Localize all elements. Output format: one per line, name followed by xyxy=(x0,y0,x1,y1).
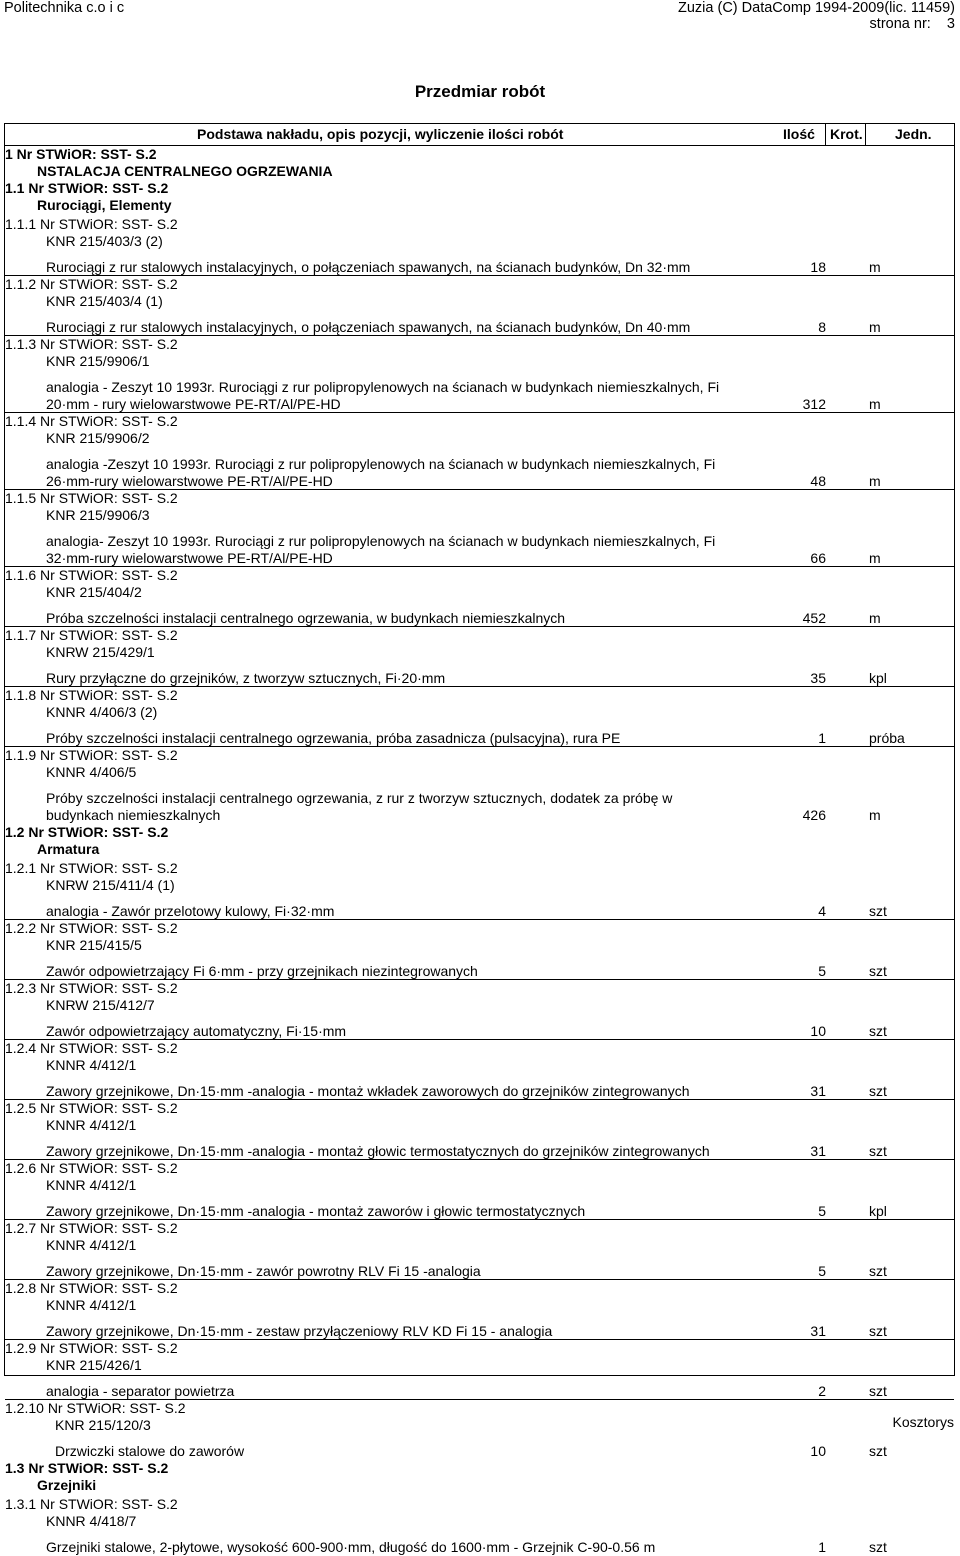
footer-label: Kosztorys xyxy=(892,1414,954,1430)
section-code-row xyxy=(5,824,954,841)
item-quantity: 48 xyxy=(810,473,826,489)
item-code: 1.1.5 Nr STWiOR: SST- S.2 xyxy=(5,490,178,506)
item-code: 1.2.1 Nr STWiOR: SST- S.2 xyxy=(5,860,178,876)
item-knr: KNRW 215/412/7 xyxy=(46,997,155,1013)
item-code-row xyxy=(5,490,954,507)
item-knr: KNR 215/404/2 xyxy=(46,584,142,600)
section-name: Grzejniki xyxy=(37,1477,97,1493)
column-unit: Jedn. xyxy=(895,126,932,142)
page-title: Przedmiar robót xyxy=(414,82,546,101)
item-quantity: 31 xyxy=(810,1143,826,1159)
item-unit: szt xyxy=(869,1539,887,1555)
page-number: 3 xyxy=(946,16,955,32)
table-header xyxy=(5,124,954,146)
item-knr-row xyxy=(5,1057,954,1074)
item-description-row xyxy=(5,259,954,276)
item-knr-row xyxy=(5,430,954,447)
item-code: 1.2.9 Nr STWiOR: SST- S.2 xyxy=(5,1340,178,1356)
item-quantity: 2 xyxy=(818,1383,826,1399)
column-divider xyxy=(825,124,826,145)
item-quantity: 5 xyxy=(818,1203,826,1219)
item-knr-row xyxy=(5,704,954,721)
item-knr: KNR 215/403/4 (1) xyxy=(46,293,163,309)
item-code-row xyxy=(5,1160,954,1177)
item-code: 1.1.3 Nr STWiOR: SST- S.2 xyxy=(5,336,178,352)
item-quantity: 66 xyxy=(810,550,826,566)
page-number-line xyxy=(678,16,955,32)
item-quantity: 31 xyxy=(810,1323,826,1339)
item-unit: m xyxy=(869,396,881,412)
item-description-row xyxy=(5,1143,954,1160)
item-code: 1.2.6 Nr STWiOR: SST- S.2 xyxy=(5,1160,178,1176)
item-knr: KNNR 4/412/1 xyxy=(46,1177,137,1193)
item-knr: KNNR 4/418/7 xyxy=(46,1513,137,1529)
item-unit: kpl xyxy=(869,1203,887,1219)
item-knr-row xyxy=(5,233,954,250)
item-description-row xyxy=(5,1263,954,1280)
item-knr: KNNR 4/412/1 xyxy=(46,1057,137,1073)
item-description: 32·mm-rury wielowarstwowe PE-RT/Al/PE-HD xyxy=(46,550,333,566)
item-code: 1.2.2 Nr STWiOR: SST- S.2 xyxy=(5,920,178,936)
item-code: 1.3.1 Nr STWiOR: SST- S.2 xyxy=(5,1496,178,1512)
item-knr: KNNR 4/412/1 xyxy=(46,1117,137,1133)
item-description-row xyxy=(5,730,954,747)
item-knr: KNR 215/403/3 (2) xyxy=(46,233,163,249)
section-code: 1.3 Nr STWiOR: SST- S.2 xyxy=(5,1460,169,1476)
item-code-row xyxy=(5,860,954,877)
item-description-row xyxy=(5,396,954,413)
item-unit: kpl xyxy=(869,670,887,686)
item-quantity: 35 xyxy=(810,670,826,686)
item-knr-row xyxy=(5,1417,954,1434)
item-unit: m xyxy=(869,807,881,823)
item-code: 1.1.7 Nr STWiOR: SST- S.2 xyxy=(5,627,178,643)
item-description: Zawór odpowietrzający Fi 6·mm - przy grzejnikach niezintegrowanych xyxy=(46,963,478,979)
item-description-row xyxy=(5,533,954,550)
item-description-row xyxy=(5,379,954,396)
item-knr: KNRW 215/411/4 (1) xyxy=(46,877,175,893)
column-description: Podstawa nakładu, opis pozycji, wyliczenie ilości robót xyxy=(197,126,564,142)
item-code: 1.2.5 Nr STWiOR: SST- S.2 xyxy=(5,1100,178,1116)
item-knr: KNR 215/426/1 xyxy=(46,1357,142,1373)
item-code-row xyxy=(5,1496,954,1513)
item-unit: m xyxy=(869,319,881,335)
item-code-row xyxy=(5,1340,954,1357)
section-code: 1 Nr STWiOR: SST- S.2 xyxy=(5,146,157,162)
item-description: Zawór odpowietrzający automatyczny, Fi·15·mm xyxy=(46,1023,347,1039)
item-knr: KNNR 4/412/1 xyxy=(46,1297,137,1313)
item-description: budynkach niemieszkalnych xyxy=(46,807,221,823)
item-code: 1.2.7 Nr STWiOR: SST- S.2 xyxy=(5,1220,178,1236)
item-unit: szt xyxy=(869,963,887,979)
item-knr-row xyxy=(5,1357,954,1374)
item-description-row xyxy=(5,1539,954,1556)
section-code: 1.2 Nr STWiOR: SST- S.2 xyxy=(5,824,169,840)
item-quantity: 5 xyxy=(818,1263,826,1279)
item-description: Próby szczelności instalacji centralnego ogrzewania, próba zasadnicza (pulsacyjna), rura PE xyxy=(46,730,621,746)
item-unit: szt xyxy=(869,1383,887,1399)
item-description: Drzwiczki stalowe do zaworów xyxy=(55,1443,245,1459)
section-name: NSTALACJA CENTRALNEGO OGRZEWANIA xyxy=(37,163,333,179)
item-quantity: 10 xyxy=(810,1443,826,1459)
item-knr-row xyxy=(5,1297,954,1314)
section-name: Armatura xyxy=(37,841,100,857)
item-code-row xyxy=(5,1220,954,1237)
item-quantity: 18 xyxy=(810,259,826,275)
item-code-row xyxy=(5,1040,954,1057)
item-code: 1.2.3 Nr STWiOR: SST- S.2 xyxy=(5,980,178,996)
item-knr: KNR 215/120/3 xyxy=(55,1417,151,1433)
item-description-row xyxy=(5,473,954,490)
item-quantity: 4 xyxy=(818,903,826,919)
section-code-row xyxy=(5,1460,954,1477)
column-quantity: Ilość xyxy=(783,126,815,142)
item-code: 1.1.6 Nr STWiOR: SST- S.2 xyxy=(5,567,178,583)
item-description: Zawory grzejnikowe, Dn·15·mm -analogia - montaż wkładek zaworowych do grzejników zintegrowanych xyxy=(46,1083,690,1099)
item-description-row xyxy=(5,670,954,687)
item-knr-row xyxy=(5,644,954,661)
item-code: 1.2.4 Nr STWiOR: SST- S.2 xyxy=(5,1040,178,1056)
item-description-row xyxy=(5,550,954,567)
item-code-row xyxy=(5,276,954,293)
item-knr-row xyxy=(5,764,954,781)
item-unit: szt xyxy=(869,1143,887,1159)
item-description: 26·mm-rury wielowarstwowe PE-RT/Al/PE-HD xyxy=(46,473,333,489)
item-description: analogia - separator powietrza xyxy=(46,1383,235,1399)
item-description: Próby szczelności instalacji centralnego ogrzewania, z rur z tworzyw sztucznych, dodatek za próbę w xyxy=(46,790,673,806)
item-quantity: 5 xyxy=(818,963,826,979)
header-copyright: Zuzia (C) DataComp 1994-2009(lic. 11459) xyxy=(678,0,955,16)
section-name-row xyxy=(5,197,954,214)
item-description: 20·mm - rury wielowarstwowe PE-RT/Al/PE-HD xyxy=(46,396,341,412)
item-code: 1.1.1 Nr STWiOR: SST- S.2 xyxy=(5,216,178,232)
header-right xyxy=(678,0,955,32)
item-code: 1.2.10 Nr STWiOR: SST- S.2 xyxy=(5,1400,186,1416)
item-code-row xyxy=(5,1100,954,1117)
item-description-row xyxy=(5,1083,954,1100)
item-unit: m xyxy=(869,610,881,626)
item-description: Zawory grzejnikowe, Dn·15·mm -analogia - montaż głowic termostatycznych do grzejników zintegrowanych xyxy=(46,1143,710,1159)
item-knr: KNR 215/9906/3 xyxy=(46,507,150,523)
item-unit: m xyxy=(869,473,881,489)
item-knr: KNNR 4/412/1 xyxy=(46,1237,137,1253)
item-knr: KNR 215/415/5 xyxy=(46,937,142,953)
item-code-row xyxy=(5,567,954,584)
item-code-row xyxy=(5,1280,954,1297)
column-divider xyxy=(865,124,866,145)
item-knr: KNR 215/9906/2 xyxy=(46,430,150,446)
section-name-row xyxy=(5,1477,954,1494)
section-code-row xyxy=(5,146,954,163)
item-description: Próba szczelności instalacji centralnego ogrzewania, w budynkach niemieszkalnych xyxy=(46,610,566,626)
item-knr: KNNR 4/406/5 xyxy=(46,764,137,780)
item-code-row xyxy=(5,1400,954,1417)
item-description-row xyxy=(5,790,954,807)
item-description: analogia - Zawór przelotowy kulowy, Fi·32·mm xyxy=(46,903,335,919)
page-label: strona nr: xyxy=(869,16,931,32)
item-knr-row xyxy=(5,353,954,370)
item-description-row xyxy=(5,1203,954,1220)
item-description-row xyxy=(5,610,954,627)
item-code-row xyxy=(5,747,954,764)
item-quantity: 426 xyxy=(802,807,826,823)
item-description: analogia - Zeszyt 10 1993r. Rurociągi z rur polipropylenowych na ścianach w budynkach niemieszkalnych, Fi xyxy=(46,379,720,395)
item-description: Rurociągi z rur stalowych instalacyjnych, o połączeniach spawanych, na ścianach budynków, Dn 40·mm xyxy=(46,319,691,335)
item-knr-row xyxy=(5,1117,954,1134)
item-code-row xyxy=(5,216,954,233)
item-unit: próba xyxy=(869,730,905,746)
section-name-row xyxy=(5,163,954,180)
item-code: 1.1.8 Nr STWiOR: SST- S.2 xyxy=(5,687,178,703)
item-unit: m xyxy=(869,259,881,275)
item-code-row xyxy=(5,413,954,430)
item-description-row xyxy=(5,456,954,473)
item-knr: KNRW 215/429/1 xyxy=(46,644,155,660)
item-code: 1.2.8 Nr STWiOR: SST- S.2 xyxy=(5,1280,178,1296)
item-unit: szt xyxy=(869,903,887,919)
item-knr-row xyxy=(5,1513,954,1530)
item-description-row xyxy=(5,1023,954,1040)
item-knr-row xyxy=(5,507,954,524)
item-unit: szt xyxy=(869,1323,887,1339)
section-code: 1.1 Nr STWiOR: SST- S.2 xyxy=(5,180,169,196)
column-krot: Krot. xyxy=(830,126,863,142)
item-knr-row xyxy=(5,1177,954,1194)
item-description-row xyxy=(5,903,954,920)
item-knr-row xyxy=(5,584,954,601)
item-description-row xyxy=(5,319,954,336)
section-code-row xyxy=(5,180,954,197)
item-unit: szt xyxy=(869,1083,887,1099)
item-quantity: 1 xyxy=(818,1539,826,1555)
item-knr: KNNR 4/406/3 (2) xyxy=(46,704,158,720)
item-quantity: 31 xyxy=(810,1083,826,1099)
item-description: Zawory grzejnikowe, Dn·15·mm - zestaw przyłączeniowy RLV KD Fi 15 - analogia xyxy=(46,1323,553,1339)
item-code-row xyxy=(5,627,954,644)
item-knr: KNR 215/9906/1 xyxy=(46,353,150,369)
item-code-row xyxy=(5,336,954,353)
section-name: Rurociągi, Elementy xyxy=(37,197,172,213)
item-code: 1.1.4 Nr STWiOR: SST- S.2 xyxy=(5,413,178,429)
section-name-row xyxy=(5,841,954,858)
item-description: Rury przyłączne do grzejników, z tworzyw sztucznych, Fi·20·mm xyxy=(46,670,446,686)
item-code-row xyxy=(5,687,954,704)
item-knr-row xyxy=(5,877,954,894)
item-description: analogia -Zeszyt 10 1993r. Rurociągi z rur polipropylenowych na ścianach w budynkach niemieszkalnych, Fi xyxy=(46,456,716,472)
item-quantity: 1 xyxy=(818,730,826,746)
item-unit: szt xyxy=(869,1023,887,1039)
item-description-row xyxy=(5,1383,954,1400)
item-description-row xyxy=(5,1323,954,1340)
item-quantity: 452 xyxy=(802,610,826,626)
item-knr-row xyxy=(5,937,954,954)
item-knr-row xyxy=(5,1237,954,1254)
item-quantity: 8 xyxy=(818,319,826,335)
item-description: Zawory grzejnikowe, Dn·15·mm -analogia - montaż zaworów i głowic termostatycznych xyxy=(46,1203,586,1219)
item-description: Zawory grzejnikowe, Dn·15·mm - zawór powrotny RLV Fi 15 -analogia xyxy=(46,1263,481,1279)
item-description-row xyxy=(5,963,954,980)
item-code: 1.1.2 Nr STWiOR: SST- S.2 xyxy=(5,276,178,292)
item-description-row xyxy=(5,807,954,824)
item-code-row xyxy=(5,980,954,997)
item-quantity: 312 xyxy=(802,396,826,412)
item-quantity: 10 xyxy=(810,1023,826,1039)
item-unit: szt xyxy=(869,1263,887,1279)
item-description-row xyxy=(5,1443,954,1460)
item-description: analogia- Zeszyt 10 1993r. Rurociągi z rur polipropylenowych na ścianach w budynkach niemieszkalnych, Fi xyxy=(46,533,716,549)
item-code: 1.1.9 Nr STWiOR: SST- S.2 xyxy=(5,747,178,763)
item-knr-row xyxy=(5,997,954,1014)
header-left: Politechnika c.o i c xyxy=(4,0,125,16)
item-description: Grzejniki stalowe, 2-płytowe, wysokość 600-900·mm, długość do 1600·mm - Grzejnik C-90-0.56 m xyxy=(46,1539,656,1555)
item-code-row xyxy=(5,920,954,937)
item-description: Rurociągi z rur stalowych instalacyjnych, o połączeniach spawanych, na ścianach budynków, Dn 32·mm xyxy=(46,259,691,275)
item-unit: szt xyxy=(869,1443,887,1459)
item-unit: m xyxy=(869,550,881,566)
item-knr-row xyxy=(5,293,954,310)
